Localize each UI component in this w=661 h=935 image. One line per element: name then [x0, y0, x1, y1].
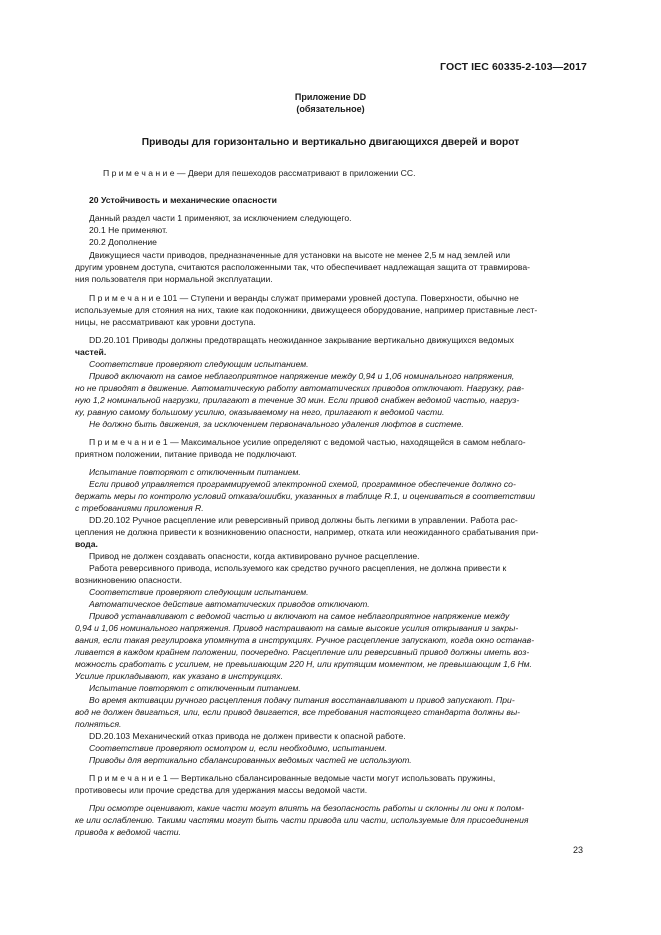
text-line: Испытание повторяют с отключенным питанием. — [89, 683, 301, 693]
text-line: Соответствие проверяют следующим испытанием. — [89, 587, 309, 597]
text-line: ную 1,2 номинальной нагрузки, прилагают в течение 30 мин. Если привод снабжен ведомой частью, нагруз- — [75, 395, 520, 405]
text-line: вода. — [75, 539, 98, 549]
text-line: возникновению опасности. — [75, 575, 183, 585]
text-line: Соответствие проверяют следующим испытанием. — [89, 359, 309, 369]
text-line: Испытание повторяют с отключенным питанием. — [89, 467, 301, 477]
text-line: 20 Устойчивость и механические опасности — [89, 195, 277, 205]
text-line: приятном положении, питание привода не подключают. — [75, 449, 297, 459]
text-line: Соответствие проверяют осмотром и, если необходимо, испытанием. — [89, 743, 387, 753]
text-line: противовесы или прочие средства для удержания массы ведомой части. — [75, 785, 368, 795]
text-line: вания, если такая регулировка упомянута в инструкциях. Ручное расцепление запускают, когда окно останав- — [75, 635, 535, 645]
page-number: 23 — [572, 845, 583, 855]
text-line: Работа реверсивного привода, используемого как средство ручного расцепления, не должна привести к — [89, 563, 507, 573]
text-line: но не приводят в движение. Автоматическую работу автоматических приводов отключают. Нагрузку, рав- — [75, 383, 524, 393]
text-line: DD.20.101 Приводы должны предотвращать неожиданное закрывание вертикально движущихся ведомых — [89, 335, 514, 345]
text-line: полняться. — [75, 719, 122, 729]
text-line: Привод не должен создавать опасности, когда активировано ручное расцепление. — [89, 551, 420, 561]
text-line: другим уровнем доступа, считаются расположенными так, что обеспечивает надлежащая защита от травмирова- — [75, 262, 531, 272]
text-line: 20.1 Не применяют. — [89, 225, 168, 235]
text-line: 0,94 и 1,06 номинального напряжения. Привод настраивают на самые высокие усилия открывания и закры- — [75, 623, 519, 633]
text-line: Приводы для вертикально сбалансированных ведомых частей не используют. — [89, 755, 412, 765]
text-line: П р и м е ч а н и е 1 — Максимальное усилие определяют с ведомой частью, находящейся в самом неблаго- — [89, 437, 526, 447]
text-line: П р и м е ч а н и е — Двери для пешеходов рассматривают в приложении СС. — [103, 168, 416, 178]
annex-title: Приложение DD — [294, 92, 367, 102]
text-line: ке или ослаблению. Такими частями могут быть части привода или части, используемые для присоединения — [75, 815, 529, 825]
text-line: Не должно быть движения, за исключением первоначального удаления люфтов в системе. — [89, 419, 464, 429]
annex-subtitle: (обязательное) — [296, 104, 365, 114]
text-line: можность сработать с усилием, не превышающим 220 Н, или крутящим моментом, не превышающим 1,6 Нм. — [75, 659, 532, 669]
text-line: ку, равную самому большому усилию, оказываемому на него, прилагают к ведомой части. — [75, 407, 445, 417]
text-line: П р и м е ч а н и е 101 — Ступени и веранды служат примерами уровней доступа. Поверхности, обычно не — [89, 293, 519, 303]
text-line: ливается в каждом крайнем положении, поочередно. Расцепление или реверсивный привод должны иметь воз- — [75, 647, 530, 657]
text-line: используемые для стояния на них, такие как подоконники, движущееся оборудование, например приставные лест- — [75, 305, 538, 315]
text-line: с требованиями приложения R. — [75, 503, 204, 513]
text-line: держать меры по контролю условий отказа/ошибки, указанных в таблице R.1, и оцениваться в соответствии — [75, 491, 536, 501]
text-line: цепления не должна привести к возникновению опасности, например, отката или неожиданного срабатывания при- — [75, 527, 539, 537]
standard-header: ГОСТ IEC 60335-2-103—2017 — [440, 61, 587, 73]
text-line: При осмотре оценивают, какие части могут влиять на безопасность работы и склонны ли они к полом- — [89, 803, 525, 813]
text-line: вод не должен двигаться, или, если привод двигается, все требования настоящего стандарта должны вы- — [75, 707, 521, 717]
text-line: Автоматическое действие автоматических приводов отключают. — [89, 599, 370, 609]
text-line: ния пользователя при нормальной эксплуатации. — [75, 274, 273, 284]
text-line: Движущиеся части приводов, предназначенные для установки на высоте не менее 2,5 м над землей или — [89, 250, 511, 260]
text-line: Усилие прикладывают, как указано в инструкциях. — [75, 671, 283, 681]
text-line: DD.20.103 Механический отказ привода не должен привести к опасной работе. — [89, 731, 406, 741]
text-line: П р и м е ч а н и е 1 — Вертикально сбалансированные ведомые части могут использовать пружины, — [89, 773, 496, 783]
text-line: Привод включают на самое неблагоприятное напряжение между 0,94 и 1,06 номинального напряжения, — [89, 371, 515, 381]
text-line: ницы, не рассматривают как уровни доступа. — [75, 317, 256, 327]
text-line: Привод устанавливают с ведомой частью и включают на самое неблагоприятное напряжение между — [89, 611, 510, 621]
text-line: Если привод управляется программируемой электронной схемой, программное обеспечение должно со- — [89, 479, 516, 489]
text-line: Данный раздел части 1 применяют, за исключением следующего. — [89, 213, 352, 223]
text-line: DD.20.102 Ручное расцепление или реверсивный привод должны быть легкими в управлении. Работа рас- — [89, 515, 518, 525]
text-line: привода к ведомой части. — [75, 827, 181, 837]
main-title: Приводы для горизонтально и вертикально двигающихся дверей и ворот — [141, 137, 520, 148]
text-line: 20.2 Дополнение — [89, 237, 157, 247]
text-line: Во время активации ручного расцепления подачу питания восстанавливают и привод запускают. При- — [89, 695, 515, 705]
text-line: частей. — [75, 347, 107, 357]
